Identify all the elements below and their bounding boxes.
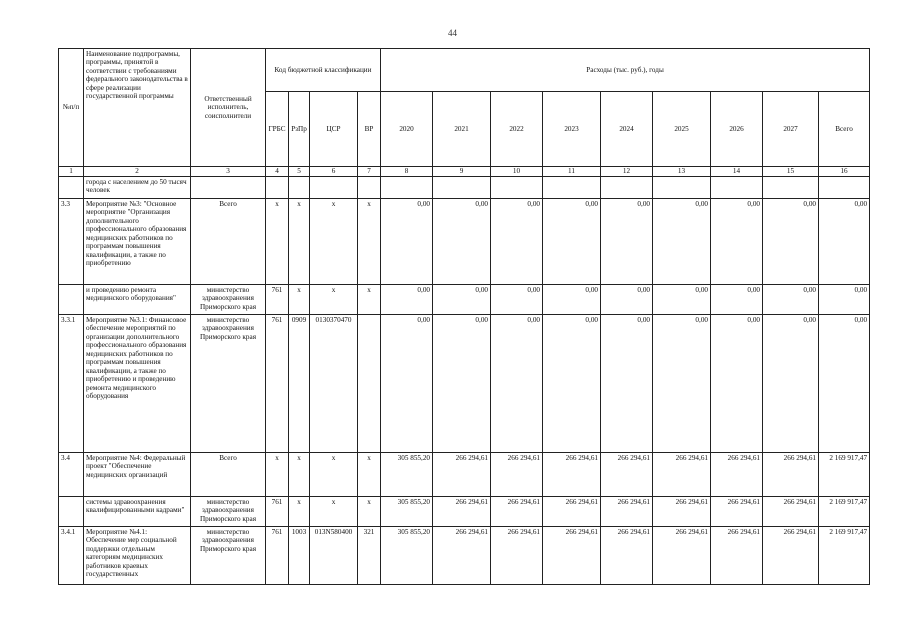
row-number: 3.4 [59,453,84,497]
table-row [59,177,870,199]
row-vr: x [358,497,381,527]
row-year-value: 266 294,61 [653,453,711,497]
row-number: 3.3.1 [59,315,84,453]
column-number: 4 [266,167,289,177]
row-year-value: 0,00 [491,315,543,453]
row-total: 2 169 917,47 [819,497,870,527]
row-year-value [601,177,653,199]
row-csr: 0130370470 [310,315,358,453]
row-rzpr: x [289,497,310,527]
column-number: 14 [711,167,763,177]
row-year-value: 0,00 [433,285,491,315]
row-number [59,285,84,315]
row-year-value: 0,00 [433,315,491,453]
row-executor: министерство здравоохранения Приморского края [191,497,266,527]
row-total: 2 169 917,47 [819,453,870,497]
header-year: 2025 [653,92,711,167]
row-year-value: 266 294,61 [433,453,491,497]
page-number: 44 [448,28,457,38]
row-year-value: 0,00 [763,199,819,285]
row-year-value [711,177,763,199]
table-row [59,527,870,585]
row-year-value: 0,00 [653,199,711,285]
row-year-value: 266 294,61 [491,453,543,497]
header-num: №п/п [59,49,84,167]
row-total: 0,00 [819,315,870,453]
row-year-value: 266 294,61 [601,453,653,497]
row-year-value: 0,00 [763,285,819,315]
row-year-value: 0,00 [381,199,433,285]
row-year-value: 0,00 [381,315,433,453]
row-year-value: 0,00 [711,285,763,315]
row-name: Мероприятие №4.1: Обеспечение мер социальной поддержки отдельным категориям медицинских работников краевых государственных [84,527,191,585]
row-csr: x [310,453,358,497]
row-year-value: 266 294,61 [763,527,819,585]
row-rzpr [289,177,310,199]
row-year-value [491,177,543,199]
row-year-value: 0,00 [543,315,601,453]
header-year: 2023 [543,92,601,167]
row-name: Мероприятие №3: "Основное мероприятие "Организация дополнительного профессионального образования медицинских работников по программам повышения квалификации, а также по приобретению [84,199,191,285]
row-year-value: 266 294,61 [653,527,711,585]
row-csr: x [310,497,358,527]
row-year-value [763,177,819,199]
header-csr: ЦСР [310,92,358,167]
row-number: 3.4.1 [59,527,84,585]
row-grbs: x [266,453,289,497]
budget-table [58,48,870,585]
row-year-value: 305 855,20 [381,453,433,497]
row-rzpr: 0909 [289,315,310,453]
row-year-value: 0,00 [763,315,819,453]
row-year-value [381,177,433,199]
row-year-value: 266 294,61 [543,527,601,585]
column-number: 13 [653,167,711,177]
row-executor: министерство здравоохранения Приморского края [191,315,266,453]
row-vr: 321 [358,527,381,585]
row-grbs: 761 [266,497,289,527]
header-executor: Ответственный исполнитель, соисполнители [191,49,266,167]
header-vr: ВР [358,92,381,167]
row-executor: министерство здравоохранения Приморского края [191,285,266,315]
row-year-value: 0,00 [543,199,601,285]
row-csr: x [310,285,358,315]
row-total: 0,00 [819,199,870,285]
row-executor: Всего [191,453,266,497]
column-number: 16 [819,167,870,177]
row-name: системы здравоохранения квалифицированными кадрами" [84,497,191,527]
column-number: 10 [491,167,543,177]
row-year-value: 0,00 [433,199,491,285]
row-year-value: 266 294,61 [433,497,491,527]
row-vr: x [358,453,381,497]
header-year: 2021 [433,92,491,167]
row-year-value: 266 294,61 [601,527,653,585]
column-number: 3 [191,167,266,177]
row-year-value: 0,00 [653,285,711,315]
row-total [819,177,870,199]
row-rzpr: 1003 [289,527,310,585]
row-grbs: x [266,199,289,285]
row-year-value: 266 294,61 [711,497,763,527]
row-year-value: 266 294,61 [491,527,543,585]
table-row [59,497,870,527]
header-total: Всего [819,92,870,167]
row-grbs: 761 [266,285,289,315]
row-year-value: 266 294,61 [543,497,601,527]
row-year-value: 266 294,61 [433,527,491,585]
row-number [59,177,84,199]
row-executor: министерство здравоохранения Приморского края [191,527,266,585]
header-rzpr: РзПр [289,92,310,167]
row-rzpr: x [289,199,310,285]
header-year: 2022 [491,92,543,167]
row-year-value: 0,00 [601,315,653,453]
row-csr: 013N580400 [310,527,358,585]
row-vr [358,177,381,199]
row-year-value: 266 294,61 [543,453,601,497]
header-year: 2024 [601,92,653,167]
row-name: Мероприятие №3.1: Финансовое обеспечение мероприятий по организации дополнительного профессионального образования медицинских работников по программам повышения квалификации, а также по приобретению и проведению ремонта медицинского оборудования [84,315,191,453]
column-number: 15 [763,167,819,177]
row-year-value: 266 294,61 [491,497,543,527]
column-number: 6 [310,167,358,177]
row-year-value: 266 294,61 [711,527,763,585]
row-year-value: 266 294,61 [601,497,653,527]
row-grbs: 761 [266,527,289,585]
row-year-value: 0,00 [711,315,763,453]
header-year: 2020 [381,92,433,167]
row-year-value: 0,00 [601,199,653,285]
table-row [59,285,870,315]
column-number: 2 [84,167,191,177]
row-year-value: 305 855,20 [381,497,433,527]
row-number: 3.3 [59,199,84,285]
row-csr [310,177,358,199]
row-year-value: 266 294,61 [763,497,819,527]
table-row [59,315,870,453]
row-executor: Всего [191,199,266,285]
column-number: 1 [59,167,84,177]
header-expenses: Расходы (тыс. руб.), годы [381,49,870,92]
row-csr: x [310,199,358,285]
row-year-value: 0,00 [653,315,711,453]
row-year-value: 266 294,61 [763,453,819,497]
row-name: города с населением до 50 тысяч человек [84,177,191,199]
row-total: 0,00 [819,285,870,315]
header-grbs: ГРБС [266,92,289,167]
row-year-value: 0,00 [601,285,653,315]
row-year-value: 0,00 [381,285,433,315]
row-year-value: 0,00 [491,285,543,315]
row-name: и проведению ремонта медицинского оборудования" [84,285,191,315]
table-row [59,199,870,285]
row-rzpr: x [289,285,310,315]
row-year-value [543,177,601,199]
column-number: 12 [601,167,653,177]
row-rzpr: x [289,453,310,497]
row-total: 2 169 917,47 [819,527,870,585]
row-vr: x [358,199,381,285]
header-year: 2026 [711,92,763,167]
row-executor [191,177,266,199]
row-year-value [433,177,491,199]
row-year-value: 0,00 [711,199,763,285]
column-number: 11 [543,167,601,177]
column-number: 8 [381,167,433,177]
row-year-value: 0,00 [491,199,543,285]
column-number: 5 [289,167,310,177]
column-number: 9 [433,167,491,177]
row-year-value: 266 294,61 [711,453,763,497]
row-grbs: 761 [266,315,289,453]
row-vr [358,315,381,453]
header-budget-code: Код бюджетной классификации [266,49,381,92]
row-year-value: 305 855,20 [381,527,433,585]
column-number: 7 [358,167,381,177]
row-vr: x [358,285,381,315]
row-number [59,497,84,527]
header-name: Наименование подпрограммы, программы, принятой в соответствии с требованиями федерального законодательства в сфере реализации государственной программы [84,49,191,167]
header-year: 2027 [763,92,819,167]
row-year-value [653,177,711,199]
table-row [59,453,870,497]
row-year-value: 266 294,61 [653,497,711,527]
row-grbs [266,177,289,199]
row-name: Мероприятие №4: Федеральный проект "Обеспечение медицинских организаций [84,453,191,497]
row-year-value: 0,00 [543,285,601,315]
